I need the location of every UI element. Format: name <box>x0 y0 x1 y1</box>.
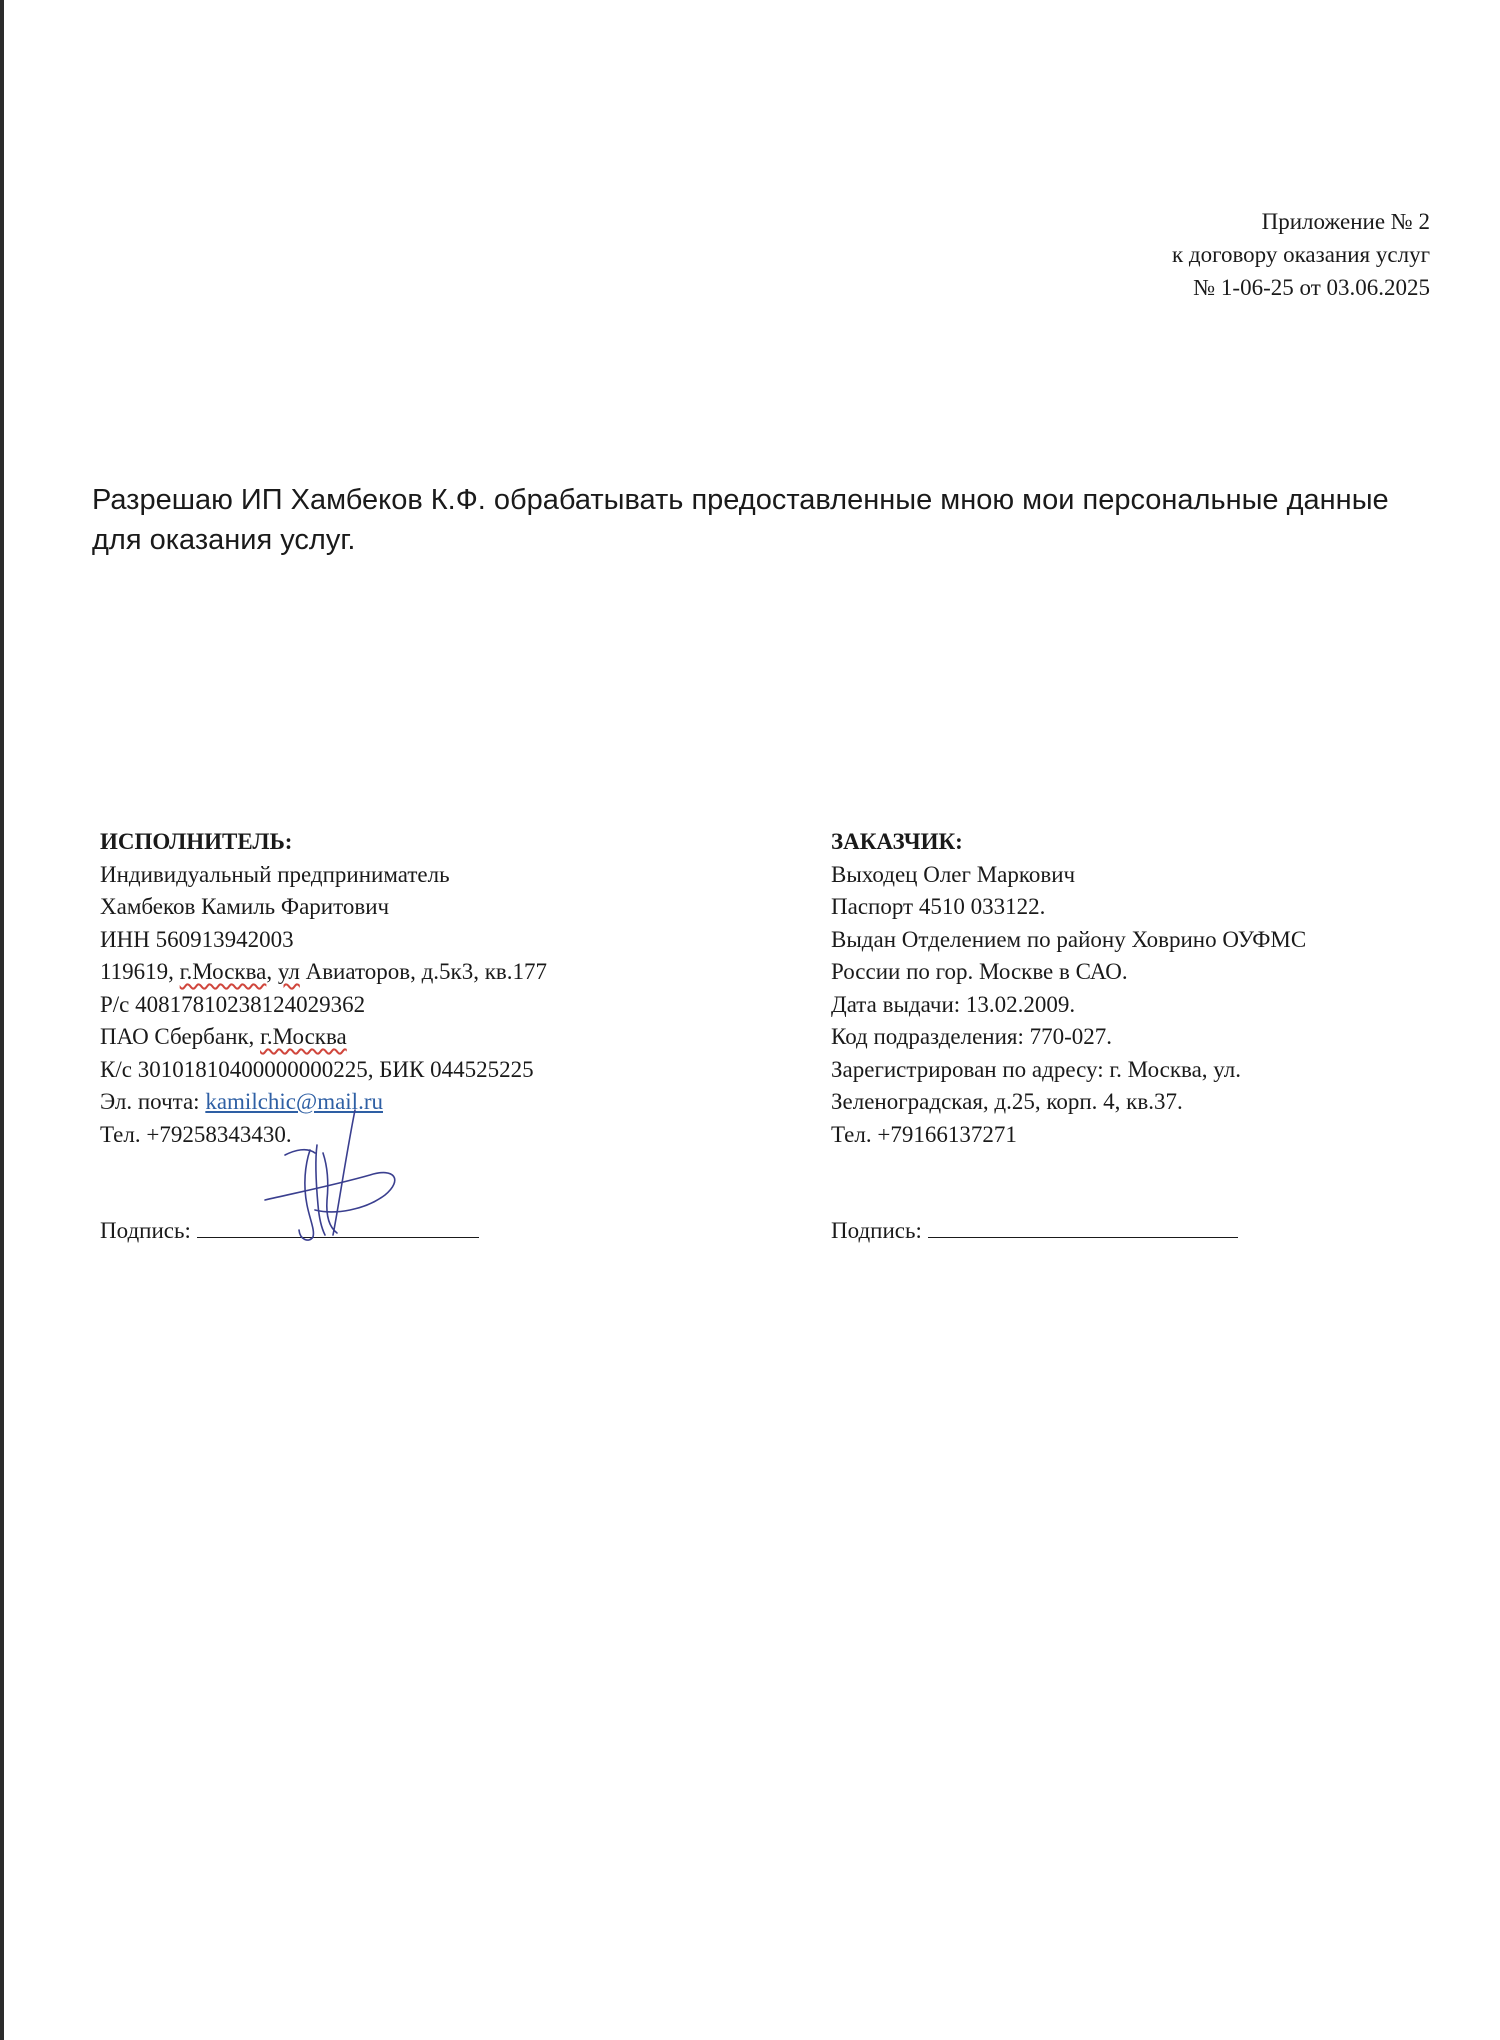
customer-name: Выходец Олег Маркович <box>831 861 1076 887</box>
executor-address <box>100 956 740 989</box>
customer-passport: Паспорт 4510 033122. <box>831 894 1046 919</box>
consent-statement: Разрешаю ИП Хамбеков К.Ф. обрабатывать предоставленные мною мои персональные данные для оказания услуг. <box>92 484 1389 556</box>
customer-registration: Зарегистрирован по адресу: г. Москва, ул. <box>831 1056 1242 1082</box>
executor-bank-name: ПАО Сбербанк, <box>100 1024 261 1049</box>
executor-phone: Тел. +79258343430. <box>100 1121 292 1147</box>
executor-email-link[interactable]: kamilchic@mail.ru <box>205 1089 383 1114</box>
executor-type: Индивидуальный предприниматель <box>100 861 450 887</box>
executor-address-sep: , <box>266 959 278 984</box>
executor-email-row <box>100 1086 740 1119</box>
customer-block <box>831 826 1431 1151</box>
executor-address-city: г.Москва <box>179 959 267 984</box>
executor-corr-account: К/с 30101810400000000225, БИК 044525225 <box>100 1056 534 1082</box>
customer-signature-label: Подпись: <box>831 1218 922 1243</box>
executor-block <box>100 826 740 1151</box>
customer-passport-issuer-cont: России по гор. Москве в САО. <box>831 959 1128 984</box>
appendix-number: Приложение № 2 <box>1261 209 1430 234</box>
appendix-header <box>930 205 1430 304</box>
executor-address-street-abbr: ул <box>277 959 300 984</box>
executor-bank-city: г.Москва <box>260 1024 347 1049</box>
executor-bank <box>100 1021 740 1054</box>
customer-signature-line <box>928 1215 1238 1238</box>
customer-registration-cont: Зеленоградская, д.25, корп. 4, кв.37. <box>831 1089 1183 1114</box>
customer-issue-date: Дата выдачи: 13.02.2009. <box>831 991 1076 1017</box>
executor-name: Хамбеков Камиль Фаритович <box>100 894 390 919</box>
executor-signature-label: Подпись: <box>100 1218 191 1243</box>
executor-address-zip: 119619, <box>100 959 180 984</box>
customer-signature-row <box>831 1215 1238 1247</box>
appendix-contract-ref: к договору оказания услуг <box>1171 242 1430 267</box>
executor-heading: ИСПОЛНИТЕЛЬ: <box>100 829 293 854</box>
executor-address-rest: Авиаторов, д.5к3, кв.177 <box>299 959 547 984</box>
executor-account: Р/с 40817810238124029362 <box>100 991 366 1017</box>
handwritten-signature <box>255 1105 405 1245</box>
customer-division-code: Код подразделения: 770-027. <box>831 1024 1113 1049</box>
customer-heading: ЗАКАЗЧИК: <box>831 829 963 854</box>
page-left-edge <box>0 0 4 2040</box>
executor-inn: ИНН 560913942003 <box>100 926 294 952</box>
appendix-contract-number-date: № 1-06-25 от 03.06.2025 <box>1193 275 1430 300</box>
executor-email-label: Эл. почта: <box>100 1089 206 1114</box>
customer-passport-issuer: Выдан Отделением по району Ховрино ОУФМС <box>831 926 1307 952</box>
customer-phone: Тел. +79166137271 <box>831 1121 1017 1147</box>
